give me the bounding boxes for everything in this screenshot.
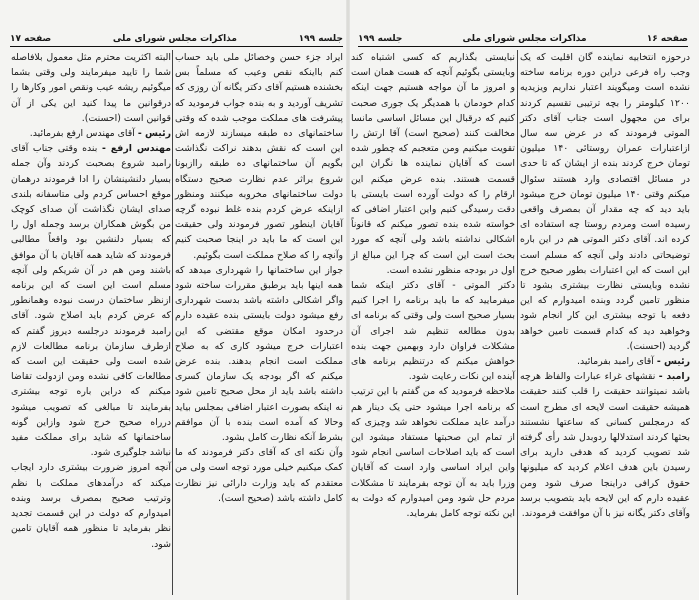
text-column (11, 50, 171, 552)
paragraph-text: جواز این ساختمانها را شهرداری میدهد که همه اینها باید برطبق مقررات ساخته شود واگر اشکالی داشته باشد بدست شهرداری رفع میشود دولت بایستی بنده عقیده دارم درحدود امکان موقع مقتضی که این اعتبارات خرج میشود کاری که به صلاح مملکت است انجام بدهند. بنده عرض میکنم که اگر بودجه یک سازمان کسری داشته باشد باید از محل صحیح تامین شود نه اینکه بصورت اعتبار اضافی بمجلس بیاید وحالا که آمده است بنده با آن موافقم بشرط آنکه نظارت کامل بشود. (175, 264, 343, 444)
speaker-name: مهندس ارفع - (101, 143, 171, 155)
paragraph (351, 278, 515, 384)
paragraph-text: ملاحظه فرمودید که من گفتم با این ترتیب که برنامه اجرا میشود حتی یک دینار هم درآمد عاید مملکت نخواهد شد وچیزی که از تمام این صحبتها مستفاد میشود این است که باید اصلاحات اساسی انجام شود واین ایراد اساسی وارد است که آقایان وزرا باید به آن توجه بفرمایند تا مشکلات مردم حل شود ومن امیدوارم که دولت به این نکته توجه کامل بفرماید. (351, 386, 515, 520)
paragraph-text: ایراد جزء حسن وخصائل ملی باید حساب کنم بااینکه نقص وعیب که مسلماً بس بخشنده هستیم آقای دکتر یگانه آن روزی که تشریف آوردید و به بنده جواب فرمودید که پیشرفت های مملکت موجب شده که وقتی ساختمانهای ده طبقه میسازند لازمه اش این است که نقش بدهند نراکت نگذاشت بگویم آن ساختمانهای ده طبقه راازبونا شروع براثر عدم نظارت صحیح دستگاه دولت ساختمانهای مخروبه میکنند ومنظور ازاینکه عرض کردم بنده غلط نبوده گرچه آقایان اینطور تصور فرمودند ولی حقیقت این است که ما باید در اینجا صحبت کنیم وآنچه را که صلاح مملکت است بگوئیم. (175, 52, 343, 261)
paragraph-text: آقای مهندس ارفع بفرمائید. (29, 128, 135, 140)
paragraph-text: درحوزه انتخابیه نماینده گان اقلیت که یک وجب راه فرعی دراین دوره برنامه ساخته نشده است ومیگویند اعتبار نداریم ویزیدیه ۱۲۰۰ کیلومتر را بچه ترتیبی تقسیم کردند برای من مجهول است جناب آقای دکتر الموتی فرمودند که در عرض سه سال ازاعتبارات عمران روستائی ۱۴۰ میلیون تومان خرج کردند بنده از ایشان که تا حدی در مسائل اقتصادی وارد هستند سئوال میکنم وقتی ۱۴۰ میلیون تومان خرج میشود باید دید که چه مقدار آن بمصرف واقعی رسیده است ومردم روستا چه استفاده ای کرده اند. آقای دکتر الموتی هم در این باره توضیحاتی دادند ولی آنچه که مسلم است این است که این اعتبارات بطور صحیح خرج نشده وبایستی نظارت بیشتری بشود تا منظور تامین گردد وبنده امیدوارم که این دفعه با توجه بیشتری این کار انجام شود وخواهید دید که کدام قسمت تامین خواهد گردید (احسنت). (520, 52, 690, 352)
publication-title: مذاکرات مجلس شورای ملی (112, 34, 237, 44)
paragraph (175, 445, 343, 506)
column-divider (172, 50, 173, 595)
paragraph-text: بنده وقتی جناب آقای رامبد شروع بصحبت کردند وآن جمله بسیار دلنشینشان را ادا فرمودند درهمان موقع احساس کردم ولی متاسفانه بلندی صدای ایشان نگذاشت آن صدای کوچک من بگوش همکاران برسد وجمله اول را که بسیار دلنشین بود واقعاً مطالبی فرمودند که شاید همه آقایان با آن موافق باشند ومن هم در آن شریکم ولی آنچه مسلم است این است که این برنامه ازنظر ساختمان درست نبوده وهمانطور که عرض کردم باید اصلاح شود. آقای رامبد فرمودند درجلسه دیروز گفتم که ازطرف سازمان برنامه مطالعات لازم شده است ولی حقیقت این است که مطالعات کافی نشده ومن ازدولت تقاضا میکنم که دراین باره توجه بیشتری بفرمایند تا مبالغی که تصویب میشود درراه صحیح خرج شود وازاین گونه ساختمانها که شاید برای مملکت مفید نباشد جلوگیری شود. (11, 143, 171, 459)
paragraph-text: آقای رامبد بفرمائید. (576, 356, 654, 368)
text-column (520, 50, 690, 521)
page-gutter (346, 0, 350, 600)
column-divider (517, 50, 518, 595)
paragraph (175, 50, 343, 263)
text-column (175, 50, 343, 506)
paragraph-text: نقشهای غراء عبارات والفاظ هرچه باشد نمیتوانند حقیقت را قلب کنند حقیقت همیشه حقیقت است لایحه ای مطرح است که درمجلس کسانی که ساعتها نشستند بحثها کردند استدلالها ردوبدل شد رأی گرفته شد تصویب کردید که هدفی دارید برای رسیدن باین هدف اعلام کردید که میلیونها حقوق کرافی دراینجا صرف شود ومن عقیده دارم که این لایحه باید بتصویب برسد وآقای دکتر یگانه نیز با آن موافقت فرمودند. (520, 371, 690, 520)
right-page-header (358, 30, 688, 47)
speaker-name: رامبد - (658, 371, 690, 383)
paragraph (11, 141, 171, 460)
paragraph (351, 50, 515, 278)
paragraph (11, 126, 171, 141)
speaker-name: رئیس - (137, 128, 171, 140)
paragraph (11, 460, 171, 551)
session-number: جلسه ۱۹۹ (358, 34, 403, 44)
page-number: صفحه ۱۷ (10, 34, 52, 44)
session-number: جلسه ۱۹۹ (298, 34, 343, 44)
paragraph (520, 369, 690, 521)
paragraph-text: آنچه امروز ضرورت بیشتری دارد ایجاب میکند که درآمدهای مملکت با نظم وترتیب صحیح بمصرف برسد وبنده امیدوارم که دولت در این قسمت تجدید نظر بفرماید تا منظور همه آقایان تامین شود. (11, 462, 171, 550)
paragraph-text: دکتر الموتی - آقای دکتر اینکه شما میفرمایید که ما باید برنامه را اجرا کنیم بسیار صحیح است ولی وقتی که برنامه ای بدون مطالعه تنظیم شد اجرای آن مشکلات فراوان دارد وبهمین جهت بنده خواهش میکنم که درتنظیم برنامه های آینده این نکات رعایت شود. (351, 280, 515, 383)
paragraph (11, 50, 171, 126)
page-number: صفحه ۱۶ (646, 34, 688, 44)
paragraph-text: نبایستی بگذاریم که کسی اشتباه کند وبایستی بگوئیم آنچه که هست همان است و امروز ما آن مواجه هستیم جهت اینکه کدام خودمان با همدیگر یک جوری صحبت کنیم که درقبال این مسائل اساسی مانسا مخالفت کنند (صحیح است) آقا ارتش را تقویت میکنیم ومن متعجبم که چطور شده است که آقایان نماینده ها نگران این قسمت هستند. بنده عرض میکنم این ارقام را که دولت آورده است بایستی با دقت رسیدگی کنیم واین اعتبار اضافی که خواسته شده بنده تصور میکنم که قانوناً اشکالی نداشته باشد ولی آنچه که مورد بحث است این است که چرا این مبالغ از اول در بودجه منظور نشده است. (351, 52, 515, 276)
paragraph (351, 384, 515, 521)
publication-title: مذاکرات مجلس شورای ملی (462, 34, 587, 44)
speaker-name: رئیس - (656, 356, 690, 368)
paragraph-text: البته اکثریت محترم مثل معمول بلافاصله شما را تایید میفرمایند ولی وقتی بشما میگوئیم ریشه عیب ونقص امور وکارها را درقوانین ما پیدا کنید این یکی از آن قوانین است (احسنت). (11, 52, 171, 124)
text-column (351, 50, 515, 521)
paragraph (175, 263, 343, 445)
paragraph (520, 50, 690, 354)
paragraph (520, 354, 690, 369)
left-page-header (10, 30, 343, 47)
paragraph-text: وآن نکته ای که آقای دکتر فرمودند که ما کمک میکنیم خیلی مورد توجه است ولی من معتقدم که باید وزارت دارائی نیز نظارت کامل داشته باشد (صحیح است). (175, 447, 343, 504)
